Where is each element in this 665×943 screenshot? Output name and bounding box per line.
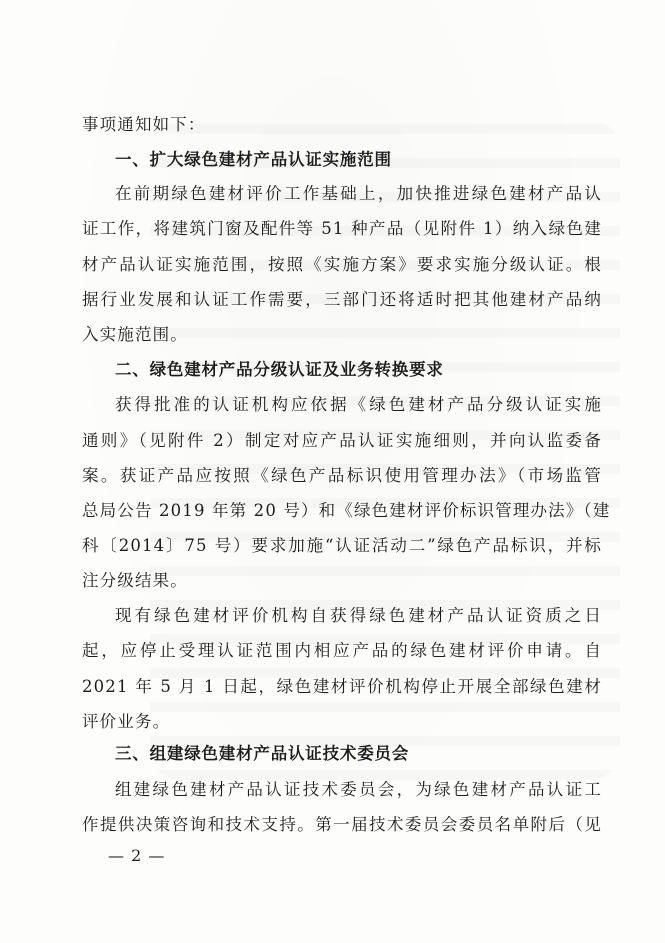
section-heading-2: 二、绿色建材产品分级认证及业务转换要求 bbox=[115, 360, 444, 379]
paragraph-line: 在前期绿色建材评价工作基础上，加快推进绿色建材产品认 bbox=[115, 184, 602, 203]
paragraph-line: 起，应停止受理认证范围内相应产品的绿色建材评价申请。自 bbox=[82, 641, 602, 660]
section-heading-1: 一、扩大绿色建材产品认证实施范围 bbox=[115, 150, 392, 169]
paragraph-line: 据行业发展和认证工作需要，三部门还将适时把其他建材产品纳 bbox=[82, 290, 602, 309]
paragraph-line: 注分级结果。 bbox=[82, 571, 188, 590]
paragraph-line: 科〔2014〕75 号）要求加施“认证活动二”绿色产品标识，并标 bbox=[82, 536, 602, 555]
section-heading-3: 三、组建绿色建材产品认证技术委员会 bbox=[115, 744, 410, 763]
paragraph-line: 通则》（见附件 2）制定对应产品认证实施细则，并向认监委备 bbox=[82, 431, 602, 450]
page-number: — 2 — bbox=[108, 846, 166, 865]
paragraph-line: 材产品认证实施范围，按照《实施方案》要求实施分级认证。根 bbox=[82, 255, 602, 274]
paragraph-line: 总局公告 2019 年第 20 号）和《绿色建材评价标识管理办法》（建 bbox=[82, 501, 611, 520]
paragraph-line: 入实施范围。 bbox=[82, 325, 188, 344]
paragraph-line: 证工作，将建筑门窗及配件等 51 种产品（见附件 1）纳入绿色建 bbox=[82, 219, 602, 238]
paragraph-line: 现有绿色建材评价机构自获得绿色建材产品认证资质之日 bbox=[115, 606, 602, 625]
paragraph-line: 案。获证产品应按照《绿色产品标识使用管理办法》（市场监管 bbox=[82, 466, 602, 485]
intro-line: 事项通知如下： bbox=[82, 115, 206, 134]
paragraph-line: 获得批准的认证机构应依据《绿色建材产品分级认证实施 bbox=[115, 395, 602, 414]
paragraph-line: 2021 年 5 月 1 日起，绿色建材评价机构停止开展全部绿色建材 bbox=[82, 677, 602, 696]
paragraph-line: 组建绿色建材产品认证技术委员会，为绿色建材产品认证工 bbox=[115, 780, 602, 799]
paragraph-line: 作提供决策咨询和技术支持。第一届技术委员会委员名单附后（见 bbox=[82, 815, 602, 834]
paragraph-line: 评价业务。 bbox=[82, 712, 171, 731]
